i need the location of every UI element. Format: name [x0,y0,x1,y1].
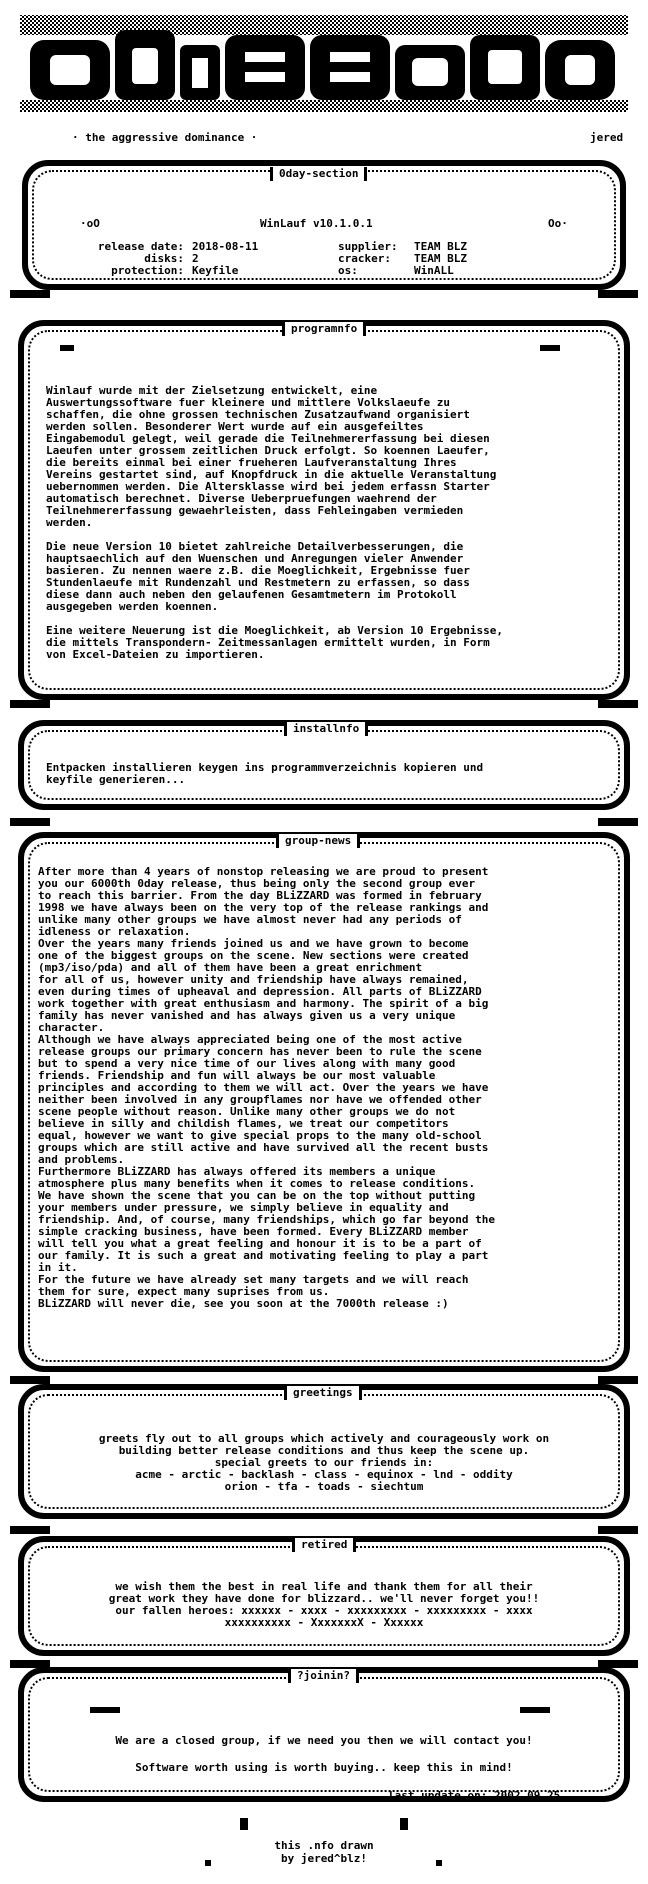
footer-line2: by jered^blz! [280,1852,368,1865]
artist-signature: jered [590,131,624,144]
release-date-value: 2018-08-11 [192,240,259,253]
news-text: After more than 4 years of nonstop releasing we are proud to present you our 6000th 0day release, thus being only the second group ever to reach this barrier. From the day BLiZZARD was formed in february 1998 we have always been on the very top of the release rankings and unlike many other groups we have almost never had any periods of idleness or relaxation. Over the years many friends joined us and we have grown to become one of the biggest groups on the scene. New sections were created (mp3/iso/pda) and all of them have been a great enrichment for all of us, however unity and friendship have always remained, even during times of upheaval and depression. All parts of BLiZZARD work together with great enthusiasm and harmony. The spirit of a big family has never vanished and has always given us a very unique character. Although we have always appreciated being one of the most active release groups our primary concern has never been to rule the scene but to spend a very nice time of our lives along with many good friends. Friendship and fun will always be our most valuable principles and according to them we will act. Over the years we have neither been involved in any groupflames nor have we offended other scene people without reason. Unlike many other groups we do not believe in silly and childish flames, we treat our competitors equal, however we want to give special props to the many old-school groups which are still active and have survived all the recent busts and problems. Furthermore BLiZZARD has always offered its members a unique atmosphere plus many benefits when it comes to release conditions. We have shown the scene that you can be on the top without putting your members under pressure, we simply believe in equality and friendship. And, of course, many friendships, which go far beyond the simple cracking business, have been formed. Every BLiZZARD member will tell you what a great feeling and honour it is to be a part of our family. It is such a great and motivating feeling to play a part in it. For the future we have already set many targets and we will reach them for sure, expect many suprises from us. BLiZZARD will never die, see you soon at the 7000th release :) [38,865,495,1310]
joinin-line2: Software worth using is worth buying.. keep this in mind! [135,1761,513,1774]
release-title: WinLauf v10.1.0.1 [260,217,373,230]
protection-label: protection: [111,264,184,277]
disks-label: disks: [144,252,184,265]
left-mark: ·oO [80,217,100,230]
right-mark: Oo· [548,217,568,230]
installnfo-text: Entpacken installieren keygen ins programmverzeichnis kopieren und keyfile generieren... [46,761,484,786]
tagline: · the aggressive dominance · [72,131,258,144]
disks-value: 2 [192,252,199,265]
retired-text: we wish them the best in real life and thank them for all their great work they have done for blizzard.. we'll never forget you!! our fallen heroes: xxxxxx - xxxx - xxxxxxxxx - xxxxxxxxx - xxxx xxxxxxxxxx - XxxxxxxX - Xxxxxx [108,1580,540,1629]
installnfo-label: installnfo [284,722,368,736]
programnfo-label: programnfo [282,322,366,336]
last-update: last update on: 2002.09.25 [388,1789,561,1802]
supplier-value: TEAM BLZ [414,240,467,253]
retired-label: retired [292,1538,356,1552]
joinin-line1: We are a closed group, if we need you then we will contact you! [115,1734,533,1747]
greetings-text: greets fly out to all groups which actively and courageously work on building better release conditions and thus keep the scene up. special greets to our friends in: acme - arctic - backlash - class - equinox - lnd - oddity orion - tfa - toads - siechtum [98,1432,550,1493]
os-value: WinALL [414,264,454,277]
footer-line1: this .nfo drawn [274,1839,374,1852]
release-date-label: release date: [97,240,184,253]
os-label: os: [338,264,358,277]
news-label: group-news [276,834,360,848]
greetings-label: greetings [284,1386,362,1400]
cracker-value: TEAM BLZ [414,252,467,265]
oday-section-label: 0day-section [270,167,367,181]
cracker-label: cracker: [338,252,391,265]
supplier-label: supplier: [338,240,398,253]
protection-value: Keyfile [192,264,239,277]
programnfo-text: Winlauf wurde mit der Zielsetzung entwickelt, eine Auswertungssoftware fuer kleinere und mittlere Volkslaeufe zu schaffen, die ohne grossen technischen Zusatzaufwand organisiert werden sollen. Besonderer Wert wurde auf ein ausgefeiltes Eingabemodul gelegt, weil gerade die Teilnehmererfassung bei diesen Laeufen unter grossem zeitlichen Druck erfolgt. So koennen Laeufer, die bereits einmal bei einer frueheren Laufveranstaltung Ihres Vereins gestartet sind, auf Knopfdruck in die aktuelle Veranstaltung uebernommen werden. Die Altersklasse wird bei jedem erfassn Starter automatisch berechnet. Diverse Ueberpruefungen waehrend der Teilnehmererfassung gewaehrleisten, dass Fehleingaben vermieden werden. Die neue Version 10 bietet zahlreiche Detailverbesserungen, die hauptsaechlich auf den Wuenschen und Anregungen vieler Anwender basieren. Zu nennen waere z.B. die Moeglichkeit, Ergebnisse fuer Stundenlaeufe mit Rundenzahl und Restmetern zu erfassen, so dass diese dann auch neben den gelaufenen Gesamtmetern im Protokoll ausgegeben werden koennen. Eine weitere Neuerung ist die Moeglichkeit, ab Version 10 Ergebnisse, die mittels Transpondern- Zeitmessanlagen ermittelt wurden, in Form von Excel-Dateien zu importieren. [46,384,503,661]
joinin-label: ?joinin? [288,1669,359,1683]
